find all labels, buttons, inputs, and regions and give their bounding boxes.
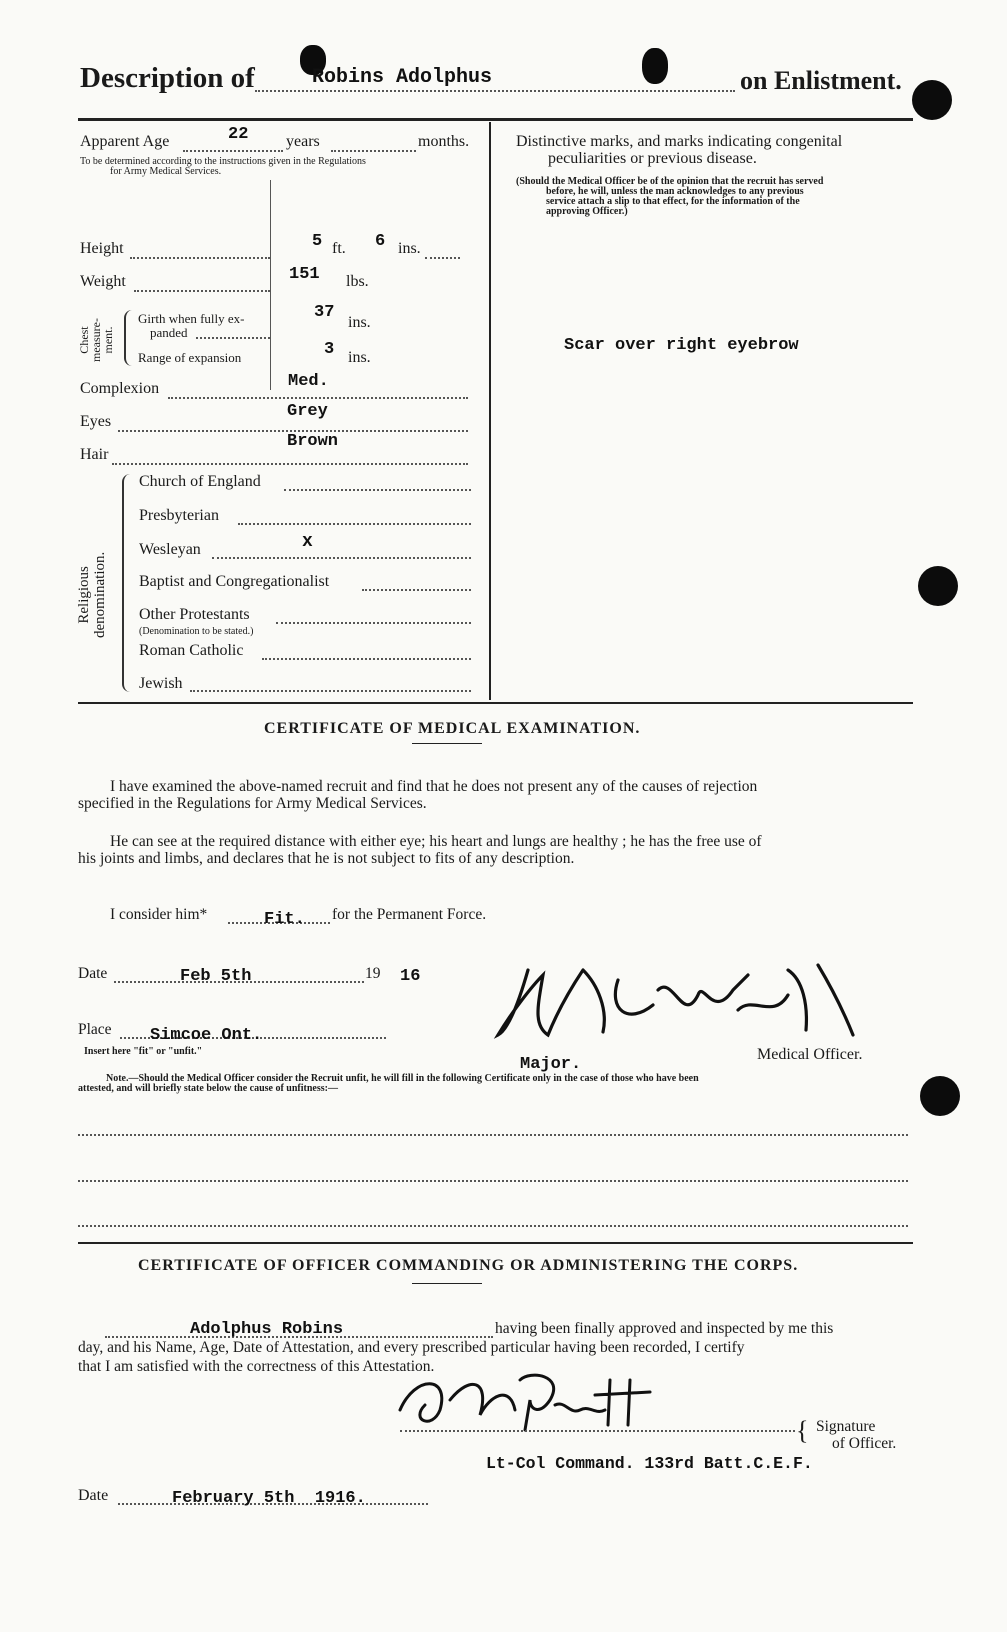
age-note-line2: for Army Medical Services.: [110, 166, 222, 177]
ins-label: ins.: [398, 240, 421, 257]
year-value: 16: [400, 967, 421, 986]
signature-label-line1: Signature: [816, 1418, 876, 1435]
header-rule: [78, 118, 913, 121]
years-label: years: [286, 133, 320, 150]
girth-value: 37: [314, 303, 335, 322]
redaction-blot: [642, 48, 668, 84]
commanding-line3: that I am satisfied with the correctness of this Attestation.: [78, 1358, 435, 1375]
commanding-heading: CERTIFICATE OF OFFICER COMMANDING OR ADMINISTERING THE CORPS.: [138, 1257, 799, 1274]
consider-label: I consider him*: [110, 906, 208, 923]
chest-brace: [124, 310, 134, 366]
place-label: Place: [78, 1021, 112, 1038]
range-label: Range of expansion: [138, 350, 242, 365]
age-value: 22: [228, 125, 249, 144]
commanding-date-value: February 5th 1916.: [172, 1489, 366, 1508]
hair-value: Brown: [287, 432, 339, 451]
medical-para1-line2: specified in the Regulations for Army Medical Services.: [78, 795, 427, 812]
girth-label-line1: Girth when fully ex-: [138, 311, 245, 326]
weight-value: 151: [289, 265, 320, 284]
officer-title: Lt-Col Command. 133rd Batt.C.E.F.: [486, 1454, 813, 1473]
commanding-line2: day, and his Name, Age, Date of Attestation, and every prescribed particular having been recorded, I certify: [78, 1339, 745, 1356]
complexion-label: Complexion: [80, 380, 160, 397]
range-ins-label: ins.: [348, 349, 371, 366]
presbyterian-label: Presbyterian: [139, 507, 219, 524]
medical-date-value: Feb 5th: [180, 967, 252, 986]
recruit-name: Robins Adolphus: [312, 66, 493, 89]
height-label: Height: [80, 240, 124, 257]
religion-label: Religious denomination.: [76, 551, 108, 638]
medical-note-line2: attested, and will briefly state below the cause of unfitness:—: [78, 1083, 338, 1094]
other-note: (Denomination to be stated.): [139, 626, 254, 637]
marks-note-line1: (Should the Medical Officer be of the opinion that the recruit has served: [516, 176, 824, 187]
year-prefix: 19: [365, 965, 381, 982]
weight-label: Weight: [80, 273, 126, 290]
inner-divider: [270, 180, 271, 390]
chest-label: Chest measure- ment.: [77, 318, 115, 362]
eyes-value: Grey: [287, 402, 328, 421]
jewish-label: Jewish: [139, 675, 183, 692]
signature-label-line2: of Officer.: [832, 1435, 897, 1452]
other-protestants-label: Other Protestants: [139, 606, 250, 623]
apparent-age-label: Apparent Age: [80, 133, 170, 150]
medical-date-label: Date: [78, 965, 108, 982]
rank-value: Major.: [520, 1055, 582, 1074]
column-divider: [489, 122, 491, 700]
medical-note-line1: Note.—Should the Medical Officer consider the Recruit unfit, he will fill in the following Certificate only in the case of those who have been: [106, 1073, 699, 1084]
months-label: months.: [418, 133, 470, 150]
girth-ins-label: ins.: [348, 314, 371, 331]
commanding-date-label: Date: [78, 1487, 109, 1504]
marks-heading-line1: Distinctive marks, and marks indicating congenital: [516, 133, 843, 150]
marks-heading-line2: peculiarities or previous disease.: [548, 150, 757, 167]
eyes-label: Eyes: [80, 413, 112, 430]
range-value: 3: [324, 340, 335, 359]
marks-note-line3: service attach a slip to that effect, for the information of the: [546, 196, 800, 207]
religion-brace: [122, 474, 132, 692]
punch-hole: [920, 1076, 960, 1116]
title-left: Description of: [80, 62, 255, 94]
church-of-england-label: Church of England: [139, 473, 261, 490]
signature-brace: {: [796, 1416, 809, 1445]
marks-value: Scar over right eyebrow: [564, 336, 799, 355]
medical-para2-line2: his joints and limbs, and declares that he is not subject to fits of any description.: [78, 850, 575, 867]
marks-note-line2: before, he will, unless the man acknowledges to any previous: [546, 186, 804, 197]
height-in-value: 6: [375, 232, 386, 251]
marks-note-line4: approving Officer.): [546, 206, 628, 217]
hair-label: Hair: [80, 446, 109, 463]
medical-officer-signature: [488, 950, 868, 1045]
roman-catholic-label: Roman Catholic: [139, 642, 244, 659]
medical-heading: CERTIFICATE OF MEDICAL EXAMINATION.: [264, 720, 641, 737]
baptist-label: Baptist and Congregationalist: [139, 573, 330, 590]
section-rule: [78, 702, 913, 704]
medical-para1-line1: I have examined the above-named recruit and find that he does not present any of the causes of rejection: [110, 778, 758, 795]
lbs-label: lbs.: [346, 273, 369, 290]
punch-hole: [912, 80, 952, 120]
place-value: Simcoe Ont.: [150, 1026, 263, 1045]
title-right: on Enlistment.: [740, 66, 902, 95]
age-note-line1: To be determined according to the instructions given in the Regulations: [80, 156, 366, 167]
section-rule: [78, 1242, 913, 1244]
insert-note: Insert here "fit" or "unfit.": [84, 1046, 203, 1057]
commanding-line1-rest: having been finally approved and inspected by me this: [495, 1320, 834, 1337]
permanent-force-label: for the Permanent Force.: [332, 906, 487, 923]
complexion-value: Med.: [288, 372, 329, 391]
heading-underline: [412, 743, 482, 744]
heading-underline: [412, 1283, 482, 1284]
ft-label: ft.: [332, 240, 346, 257]
medical-officer-label: Medical Officer.: [757, 1046, 863, 1063]
wesleyan-mark: x: [302, 532, 313, 552]
punch-hole: [918, 566, 958, 606]
fitness-value: Fit.: [264, 910, 305, 929]
wesleyan-label: Wesleyan: [139, 541, 201, 558]
height-ft-value: 5: [312, 232, 323, 251]
girth-label-line2: panded: [150, 325, 188, 340]
medical-para2-line1: He can see at the required distance with either eye; his heart and lungs are healthy ; he has the free use of: [110, 833, 762, 850]
commanding-name-value: Adolphus Robins: [190, 1320, 344, 1339]
